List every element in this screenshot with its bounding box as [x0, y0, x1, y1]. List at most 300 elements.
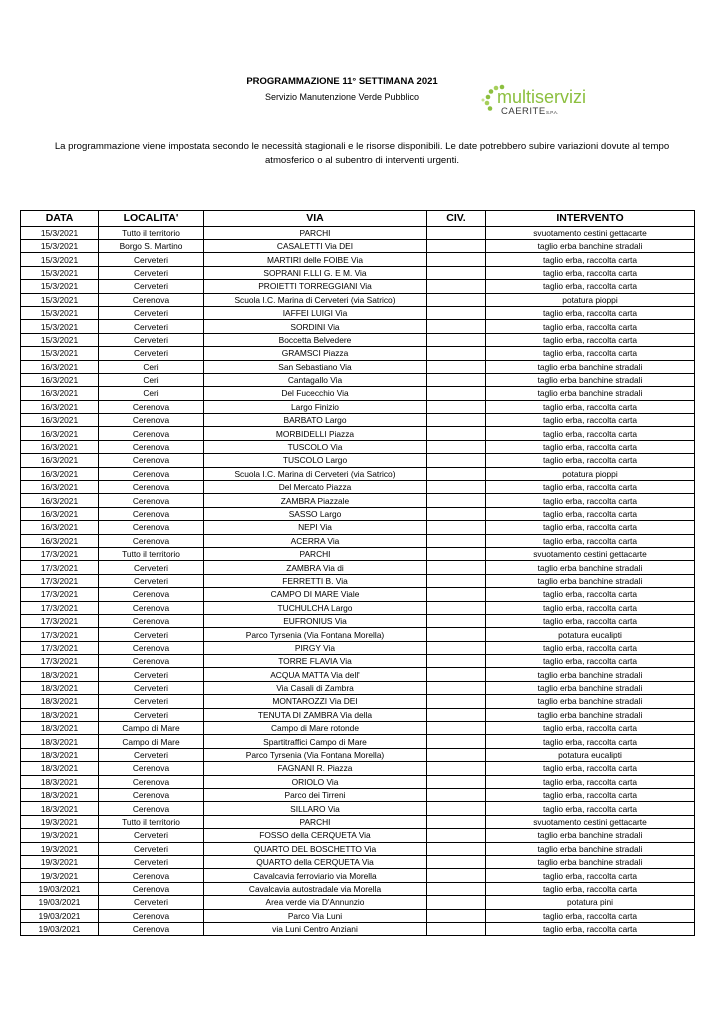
cell-intervento: taglio erba banchine stradali: [486, 239, 695, 252]
cell-data: 17/3/2021: [21, 655, 99, 668]
cell-civ: [427, 561, 486, 574]
cell-intervento: taglio erba, raccolta carta: [486, 427, 695, 440]
cell-data: 16/3/2021: [21, 454, 99, 467]
cell-localita: Cerveteri: [99, 253, 204, 266]
logo-brand-text: multiservizi: [497, 87, 587, 107]
cell-intervento: taglio erba banchine stradali: [486, 373, 695, 386]
cell-localita: Cerenova: [99, 775, 204, 788]
cell-localita: Cerveteri: [99, 855, 204, 868]
cell-localita: Cerenova: [99, 641, 204, 654]
column-header-data: DATA: [21, 211, 99, 227]
cell-localita: Cerveteri: [99, 306, 204, 319]
cell-civ: [427, 266, 486, 279]
cell-data: 17/3/2021: [21, 574, 99, 587]
cell-data: 15/3/2021: [21, 266, 99, 279]
cell-via: SASSO Largo: [204, 507, 427, 520]
cell-localita: Ceri: [99, 387, 204, 400]
cell-data: 17/3/2021: [21, 628, 99, 641]
cell-civ: [427, 641, 486, 654]
cell-data: 15/3/2021: [21, 293, 99, 306]
cell-civ: [427, 347, 486, 360]
table-row: [21, 829, 695, 842]
table-row: [21, 628, 695, 641]
cell-civ: [427, 507, 486, 520]
cell-intervento: taglio erba, raccolta carta: [486, 882, 695, 895]
cell-via: ACERRA Via: [204, 534, 427, 547]
cell-via: Area verde via D'Annunzio: [204, 896, 427, 909]
column-header-localita: LOCALITA': [99, 211, 204, 227]
cell-civ: [427, 909, 486, 922]
logo-suffix-text: S.P.A.: [546, 110, 559, 115]
cell-via: via Luni Centro Anziani: [204, 922, 427, 935]
cell-via: ZAMBRA Via di: [204, 561, 427, 574]
cell-localita: Cerveteri: [99, 333, 204, 346]
table-row: [21, 293, 695, 306]
cell-via: Scuola I.C. Marina di Cerveteri (via Satrico): [204, 467, 427, 480]
cell-via: Cavalcavia ferroviario via Morella: [204, 869, 427, 882]
cell-data: 16/3/2021: [21, 521, 99, 534]
cell-data: 16/3/2021: [21, 373, 99, 386]
cell-civ: [427, 320, 486, 333]
cell-via: TORRE FLAVIA Via: [204, 655, 427, 668]
company-logo: [480, 80, 610, 118]
cell-via: FERRETTI B. Via: [204, 574, 427, 587]
cell-civ: [427, 762, 486, 775]
cell-via: Spartitraffici Campo di Mare: [204, 735, 427, 748]
cell-via: QUARTO della CERQUETA Via: [204, 855, 427, 868]
table-row: [21, 333, 695, 346]
cell-civ: [427, 869, 486, 882]
cell-data: 19/03/2021: [21, 909, 99, 922]
cell-via: Del Fucecchio Via: [204, 387, 427, 400]
table-row: [21, 815, 695, 828]
cell-civ: [427, 373, 486, 386]
table-row: [21, 681, 695, 694]
cell-data: 16/3/2021: [21, 414, 99, 427]
cell-civ: [427, 829, 486, 842]
table-row: [21, 400, 695, 413]
table-row: [21, 882, 695, 895]
cell-civ: [427, 614, 486, 627]
table-row: [21, 373, 695, 386]
cell-data: 16/3/2021: [21, 427, 99, 440]
cell-civ: [427, 708, 486, 721]
cell-via: PARCHI: [204, 815, 427, 828]
cell-civ: [427, 722, 486, 735]
cell-intervento: taglio erba, raccolta carta: [486, 922, 695, 935]
cell-data: 17/3/2021: [21, 588, 99, 601]
cell-localita: Cerenova: [99, 521, 204, 534]
table-row: [21, 534, 695, 547]
column-header-intervento: INTERVENTO: [486, 211, 695, 227]
table-row: [21, 655, 695, 668]
cell-via: TENUTA DI ZAMBRA Via della: [204, 708, 427, 721]
schedule-table-body: [21, 226, 695, 936]
cell-intervento: taglio erba, raccolta carta: [486, 869, 695, 882]
cell-via: ORIOLO Via: [204, 775, 427, 788]
cell-civ: [427, 387, 486, 400]
cell-intervento: potatura eucalipti: [486, 748, 695, 761]
cell-localita: Cerenova: [99, 922, 204, 935]
cell-intervento: taglio erba, raccolta carta: [486, 454, 695, 467]
cell-via: NEPI Via: [204, 521, 427, 534]
cell-intervento: taglio erba, raccolta carta: [486, 507, 695, 520]
cell-localita: Cerenova: [99, 588, 204, 601]
cell-data: 16/3/2021: [21, 481, 99, 494]
document-subtitle: Servizio Manutenzione Verde Pubblico: [264, 92, 420, 102]
cell-intervento: taglio erba, raccolta carta: [486, 588, 695, 601]
table-row: [21, 467, 695, 480]
cell-via: MORBIDELLI Piazza: [204, 427, 427, 440]
cell-civ: [427, 748, 486, 761]
cell-civ: [427, 802, 486, 815]
cell-via: IAFFEI LUIGI Via: [204, 306, 427, 319]
cell-data: 19/3/2021: [21, 869, 99, 882]
cell-localita: Cerveteri: [99, 561, 204, 574]
cell-intervento: taglio erba, raccolta carta: [486, 789, 695, 802]
cell-civ: [427, 239, 486, 252]
cell-localita: Cerveteri: [99, 829, 204, 842]
cell-data: 19/3/2021: [21, 842, 99, 855]
cell-localita: Ceri: [99, 360, 204, 373]
table-row: [21, 869, 695, 882]
cell-civ: [427, 574, 486, 587]
cell-data: 15/3/2021: [21, 347, 99, 360]
table-row: [21, 306, 695, 319]
cell-via: PARCHI: [204, 226, 427, 239]
cell-data: 16/3/2021: [21, 360, 99, 373]
cell-intervento: taglio erba, raccolta carta: [486, 655, 695, 668]
cell-civ: [427, 842, 486, 855]
cell-civ: [427, 681, 486, 694]
cell-intervento: svuotamento cestini gettacarte: [486, 226, 695, 239]
table-row: [21, 347, 695, 360]
cell-localita: Cerveteri: [99, 574, 204, 587]
cell-localita: Borgo S. Martino: [99, 239, 204, 252]
cell-via: MONTAROZZI Via DEI: [204, 695, 427, 708]
cell-intervento: potatura pini: [486, 896, 695, 909]
cell-intervento: taglio erba, raccolta carta: [486, 521, 695, 534]
cell-intervento: taglio erba, raccolta carta: [486, 333, 695, 346]
table-row: [21, 601, 695, 614]
table-row: [21, 722, 695, 735]
cell-intervento: taglio erba banchine stradali: [486, 387, 695, 400]
cell-data: 16/3/2021: [21, 507, 99, 520]
cell-data: 15/3/2021: [21, 239, 99, 252]
table-row: [21, 494, 695, 507]
cell-intervento: potatura eucalipti: [486, 628, 695, 641]
cell-intervento: potatura pioppi: [486, 293, 695, 306]
cell-intervento: taglio erba, raccolta carta: [486, 481, 695, 494]
cell-via: San Sebastiano Via: [204, 360, 427, 373]
cell-via: Largo Finizio: [204, 400, 427, 413]
cell-civ: [427, 414, 486, 427]
cell-civ: [427, 293, 486, 306]
cell-intervento: taglio erba banchine stradali: [486, 561, 695, 574]
cell-civ: [427, 882, 486, 895]
cell-localita: Cerenova: [99, 507, 204, 520]
cell-civ: [427, 735, 486, 748]
table-row: [21, 641, 695, 654]
cell-data: 19/03/2021: [21, 922, 99, 935]
table-row: [21, 855, 695, 868]
cell-localita: Cerenova: [99, 655, 204, 668]
cell-via: CAMPO DI MARE Viale: [204, 588, 427, 601]
cell-data: 16/3/2021: [21, 400, 99, 413]
table-row: [21, 896, 695, 909]
cell-localita: Cerenova: [99, 869, 204, 882]
cell-localita: Cerenova: [99, 494, 204, 507]
table-row: [21, 695, 695, 708]
cell-via: BARBATO Largo: [204, 414, 427, 427]
cell-via: Parco Via Luni: [204, 909, 427, 922]
table-row: [21, 775, 695, 788]
cell-data: 16/3/2021: [21, 534, 99, 547]
cell-intervento: taglio erba, raccolta carta: [486, 347, 695, 360]
cell-civ: [427, 695, 486, 708]
table-row: [21, 454, 695, 467]
table-row: [21, 762, 695, 775]
cell-civ: [427, 534, 486, 547]
cell-localita: Cerveteri: [99, 748, 204, 761]
cell-localita: Cerveteri: [99, 896, 204, 909]
cell-data: 16/3/2021: [21, 494, 99, 507]
cell-civ: [427, 440, 486, 453]
cell-intervento: taglio erba banchine stradali: [486, 668, 695, 681]
cell-localita: Campo di Mare: [99, 722, 204, 735]
cell-localita: Cerenova: [99, 400, 204, 413]
cell-civ: [427, 668, 486, 681]
cell-localita: Cerveteri: [99, 266, 204, 279]
cell-data: 18/3/2021: [21, 775, 99, 788]
table-row: [21, 547, 695, 560]
table-row: [21, 427, 695, 440]
cell-intervento: taglio erba banchine stradali: [486, 855, 695, 868]
cell-civ: [427, 547, 486, 560]
cell-civ: [427, 896, 486, 909]
table-row: [21, 909, 695, 922]
cell-via: Del Mercato Piazza: [204, 481, 427, 494]
cell-civ: [427, 226, 486, 239]
table-row: [21, 708, 695, 721]
cell-civ: [427, 494, 486, 507]
cell-via: TUCHULCHA Largo: [204, 601, 427, 614]
cell-via: Scuola I.C. Marina di Cerveteri (via Satrico): [204, 293, 427, 306]
cell-via: SILLARO Via: [204, 802, 427, 815]
cell-intervento: taglio erba, raccolta carta: [486, 614, 695, 627]
cell-intervento: svuotamento cestini gettacarte: [486, 815, 695, 828]
cell-data: 18/3/2021: [21, 802, 99, 815]
table-row: [21, 266, 695, 279]
cell-data: 17/3/2021: [21, 641, 99, 654]
cell-data: 15/3/2021: [21, 306, 99, 319]
cell-data: 18/3/2021: [21, 735, 99, 748]
cell-data: 18/3/2021: [21, 708, 99, 721]
table-row: [21, 320, 695, 333]
cell-intervento: taglio erba, raccolta carta: [486, 735, 695, 748]
cell-via: Parco Tyrsenia (Via Fontana Morella): [204, 748, 427, 761]
cell-via: Boccetta Belvedere: [204, 333, 427, 346]
table-row: [21, 735, 695, 748]
cell-data: 19/3/2021: [21, 815, 99, 828]
table-row: [21, 521, 695, 534]
cell-civ: [427, 360, 486, 373]
cell-intervento: taglio erba, raccolta carta: [486, 280, 695, 293]
cell-civ: [427, 588, 486, 601]
cell-via: Cavalcavia autostradale via Morella: [204, 882, 427, 895]
table-row: [21, 507, 695, 520]
table-row: [21, 414, 695, 427]
cell-intervento: taglio erba, raccolta carta: [486, 534, 695, 547]
cell-data: 18/3/2021: [21, 762, 99, 775]
cell-localita: Cerenova: [99, 614, 204, 627]
cell-via: QUARTO DEL BOSCHETTO Via: [204, 842, 427, 855]
cell-localita: Cerenova: [99, 467, 204, 480]
cell-civ: [427, 333, 486, 346]
cell-localita: Tutto il territorio: [99, 226, 204, 239]
table-row: [21, 226, 695, 239]
table-header-row: [21, 211, 695, 227]
cell-localita: Cerenova: [99, 789, 204, 802]
cell-localita: Cerveteri: [99, 695, 204, 708]
cell-via: PROIETTI TORREGGIANI Via: [204, 280, 427, 293]
cell-intervento: taglio erba banchine stradali: [486, 681, 695, 694]
table-row: [21, 789, 695, 802]
cell-intervento: taglio erba banchine stradali: [486, 842, 695, 855]
intro-paragraph: La programmazione viene impostata secondo le necessità stagionali e le risorse disponibili. Le date potrebbero subire variazioni dovute al tempo atmosferico o al subentro di interventi urgenti.: [54, 141, 670, 166]
cell-civ: [427, 427, 486, 440]
cell-localita: Cerenova: [99, 534, 204, 547]
schedule-table: [20, 210, 695, 936]
cell-civ: [427, 789, 486, 802]
cell-intervento: taglio erba banchine stradali: [486, 574, 695, 587]
cell-via: FOSSO della CERQUETA Via: [204, 829, 427, 842]
cell-via: SOPRANI F.LLI G. E M. Via: [204, 266, 427, 279]
cell-data: 18/3/2021: [21, 722, 99, 735]
cell-via: SORDINI Via: [204, 320, 427, 333]
cell-data: 17/3/2021: [21, 601, 99, 614]
cell-data: 18/3/2021: [21, 681, 99, 694]
cell-civ: [427, 922, 486, 935]
cell-via: TUSCOLO Largo: [204, 454, 427, 467]
cell-via: CASALETTI Via DEI: [204, 239, 427, 252]
cell-intervento: taglio erba, raccolta carta: [486, 414, 695, 427]
cell-via: Parco Tyrsenia (Via Fontana Morella): [204, 628, 427, 641]
cell-intervento: taglio erba, raccolta carta: [486, 775, 695, 788]
cell-localita: Ceri: [99, 373, 204, 386]
cell-localita: Cerenova: [99, 427, 204, 440]
cell-intervento: taglio erba, raccolta carta: [486, 306, 695, 319]
cell-data: 19/03/2021: [21, 882, 99, 895]
cell-data: 15/3/2021: [21, 333, 99, 346]
cell-intervento: taglio erba, raccolta carta: [486, 722, 695, 735]
table-row: [21, 802, 695, 815]
cell-via: Parco dei Tirreni: [204, 789, 427, 802]
cell-localita: Cerveteri: [99, 280, 204, 293]
logo-sub-text: CAERITE: [501, 106, 546, 117]
cell-intervento: taglio erba, raccolta carta: [486, 601, 695, 614]
cell-localita: Cerenova: [99, 802, 204, 815]
cell-intervento: potatura pioppi: [486, 467, 695, 480]
cell-civ: [427, 481, 486, 494]
cell-via: FAGNANI R. Piazza: [204, 762, 427, 775]
cell-localita: Tutto il territorio: [99, 547, 204, 560]
cell-localita: Cerenova: [99, 454, 204, 467]
cell-localita: Cerenova: [99, 882, 204, 895]
cell-data: 18/3/2021: [21, 748, 99, 761]
table-row: [21, 360, 695, 373]
cell-localita: Campo di Mare: [99, 735, 204, 748]
cell-intervento: taglio erba, raccolta carta: [486, 762, 695, 775]
document-title: PROGRAMMAZIONE 11° SETTIMANA 2021: [246, 76, 438, 87]
cell-data: 18/3/2021: [21, 789, 99, 802]
table-row: [21, 280, 695, 293]
cell-intervento: taglio erba, raccolta carta: [486, 909, 695, 922]
table-row: [21, 387, 695, 400]
cell-localita: Cerveteri: [99, 681, 204, 694]
cell-civ: [427, 855, 486, 868]
cell-via: MARTIRI delle FOIBE Via: [204, 253, 427, 266]
column-header-civ: CIV.: [427, 211, 486, 227]
table-row: [21, 239, 695, 252]
cell-intervento: taglio erba, raccolta carta: [486, 320, 695, 333]
cell-localita: Cerveteri: [99, 668, 204, 681]
cell-data: 17/3/2021: [21, 547, 99, 560]
cell-localita: Tutto il territorio: [99, 815, 204, 828]
cell-localita: Cerenova: [99, 481, 204, 494]
cell-data: 18/3/2021: [21, 668, 99, 681]
cell-civ: [427, 280, 486, 293]
cell-localita: Cerveteri: [99, 842, 204, 855]
cell-via: PIRGY Via: [204, 641, 427, 654]
table-row: [21, 440, 695, 453]
cell-data: 16/3/2021: [21, 387, 99, 400]
table-row: [21, 842, 695, 855]
cell-intervento: svuotamento cestini gettacarte: [486, 547, 695, 560]
cell-civ: [427, 815, 486, 828]
cell-intervento: taglio erba banchine stradali: [486, 695, 695, 708]
cell-via: ZAMBRA Piazzale: [204, 494, 427, 507]
cell-intervento: taglio erba, raccolta carta: [486, 641, 695, 654]
cell-data: 19/3/2021: [21, 855, 99, 868]
cell-data: 16/3/2021: [21, 467, 99, 480]
cell-data: 15/3/2021: [21, 253, 99, 266]
cell-data: 15/3/2021: [21, 320, 99, 333]
cell-intervento: taglio erba, raccolta carta: [486, 266, 695, 279]
cell-civ: [427, 601, 486, 614]
cell-localita: Cerenova: [99, 601, 204, 614]
table-row: [21, 588, 695, 601]
cell-data: 15/3/2021: [21, 226, 99, 239]
cell-civ: [427, 400, 486, 413]
cell-civ: [427, 628, 486, 641]
cell-data: 19/3/2021: [21, 829, 99, 842]
cell-intervento: taglio erba banchine stradali: [486, 829, 695, 842]
cell-civ: [427, 775, 486, 788]
cell-localita: Cerenova: [99, 414, 204, 427]
cell-intervento: taglio erba, raccolta carta: [486, 802, 695, 815]
cell-via: PARCHI: [204, 547, 427, 560]
cell-via: Cantagallo Via: [204, 373, 427, 386]
cell-intervento: taglio erba, raccolta carta: [486, 440, 695, 453]
cell-data: 18/3/2021: [21, 695, 99, 708]
cell-civ: [427, 454, 486, 467]
cell-civ: [427, 306, 486, 319]
table-row: [21, 574, 695, 587]
cell-civ: [427, 467, 486, 480]
cell-localita: Cerenova: [99, 762, 204, 775]
cell-localita: Cerenova: [99, 440, 204, 453]
